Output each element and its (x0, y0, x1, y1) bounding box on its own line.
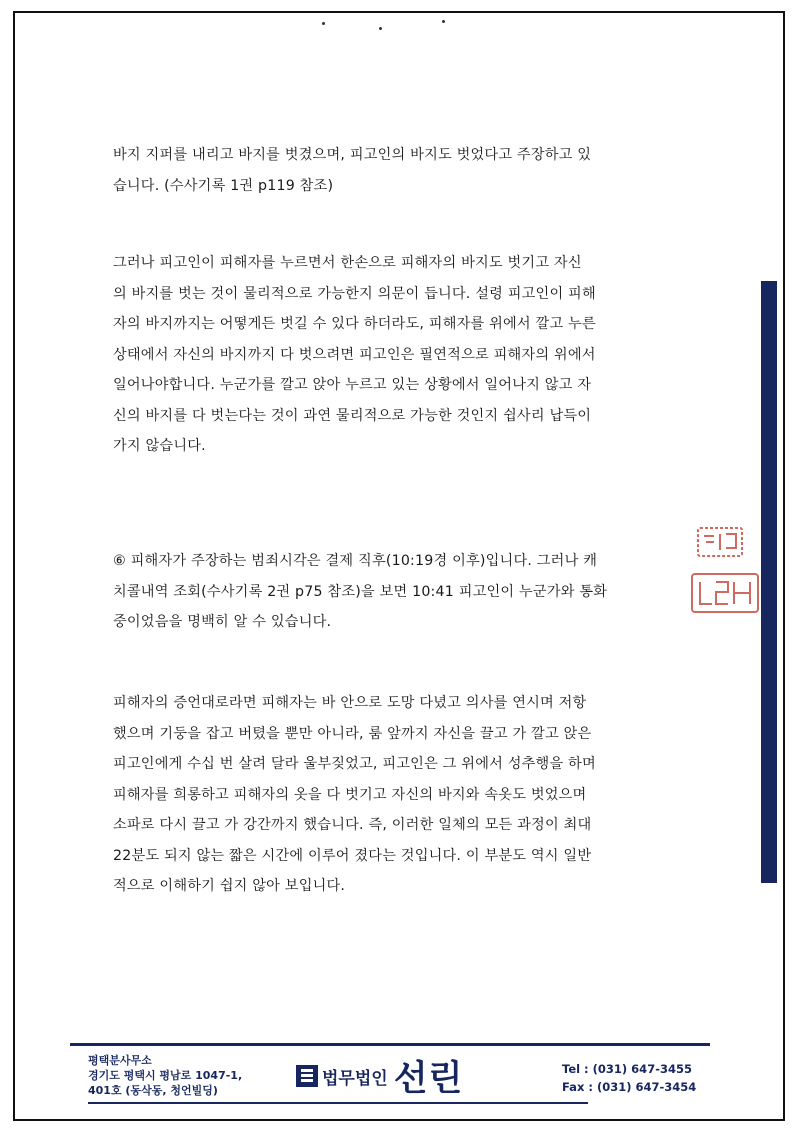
text-line: 소파로 다시 끌고 가 강간까지 했습니다. 즉, 이러한 일체의 모든 과정이 최대 (113, 817, 592, 833)
text-line: 의 바지를 벗는 것이 물리적으로 가능한지 의문이 듭니다. 설령 피고인이 피해 (113, 285, 596, 302)
text-line: 치콜내역 조회(수사기록 2권 p75 참조)을 보면 10:41 피고인이 누군가와 통화 (113, 583, 608, 600)
side-binding-bar (761, 281, 777, 883)
text-line: 피해자의 증언대로라면 피해자는 바 안으로 도망 다녔고 의사를 연시며 저항 (113, 695, 587, 711)
building-icon (296, 1065, 318, 1087)
fax-number: Fax : (031) 647-3454 (562, 1080, 697, 1094)
office-address-line: 경기도 평택시 평남로 1047-1, (88, 1069, 243, 1082)
tel-number: Tel : (031) 647-3455 (562, 1062, 692, 1076)
text-line: 피해자를 희롱하고 피해자의 옷을 다 벗기고 자신의 바지와 속옷도 벗었으며 (113, 786, 587, 803)
text-line: 습니다. (수사기록 1권 p119 참조) (113, 177, 334, 194)
text-line: 적으로 이해하기 쉽지 않아 보입니다. (113, 878, 346, 894)
text-line: 그러나 피고인이 피해자를 누르면서 한손으로 피해자의 바지도 벗기고 자신 (113, 255, 582, 271)
footer-rule (70, 1043, 710, 1046)
paragraph-1 (113, 140, 690, 201)
firm-name: 선린 (393, 1059, 464, 1099)
text-line: 자의 바지까지는 어떻게든 벗길 수 있다 하더라도, 피해자를 위에서 깔고 누른 (113, 316, 596, 332)
office-address-line: 401호 (동삭동, 청언빌딩) (88, 1084, 218, 1097)
paragraph-4 (113, 688, 690, 902)
text-line: ⑥ 피해자가 주장하는 범죄시각은 결제 직후(10:19경 이후)입니다. 그러나 캐 (113, 553, 598, 569)
office-title: 평택분사무소 (88, 1054, 152, 1067)
contact-block (562, 1060, 696, 1096)
text-line: 했으며 기둥을 잡고 버텼을 뿐만 아니라, 룸 앞까지 자신을 끌고 가 깔고 앉은 (113, 725, 592, 742)
paragraph-3 (113, 546, 690, 638)
text-line: 가지 않습니다. (113, 438, 206, 454)
text-line: 바지 지퍼를 내리고 바지를 벗겼으며, 피고인의 바지도 벗었다고 주장하고 있 (113, 147, 592, 163)
office-address-block (88, 1053, 242, 1098)
law-firm-logo (296, 1052, 463, 1100)
text-line: 신의 바지를 다 벗는다는 것이 과연 물리적으로 가능한 것인지 쉽사리 납득이 (113, 407, 592, 424)
text-line: 일어나야합니다. 누군가를 깔고 앉아 누르고 있는 상황에서 일어나지 않고 자 (113, 377, 592, 393)
firm-label: 법무법인 (322, 1068, 388, 1089)
text-line: 중이었음을 명백히 알 수 있습니다. (113, 614, 332, 630)
seal-stamp (684, 522, 762, 622)
scan-speck (442, 20, 445, 23)
text-line: 22분도 되지 않는 짧은 시간에 이루어 졌다는 것입니다. 이 부분도 역시 일반 (113, 847, 592, 864)
text-line: 피고인에게 수십 번 살려 달라 울부짖었고, 피고인은 그 위에서 성추행을 하며 (113, 756, 596, 772)
scan-speck (379, 27, 382, 30)
paragraph-2 (113, 248, 690, 462)
footer-rule-bottom (88, 1102, 588, 1104)
scan-speck (322, 22, 325, 25)
text-line: 상태에서 자신의 바지까지 다 벗으려면 피고인은 필연적으로 피해자의 위에서 (113, 346, 596, 363)
